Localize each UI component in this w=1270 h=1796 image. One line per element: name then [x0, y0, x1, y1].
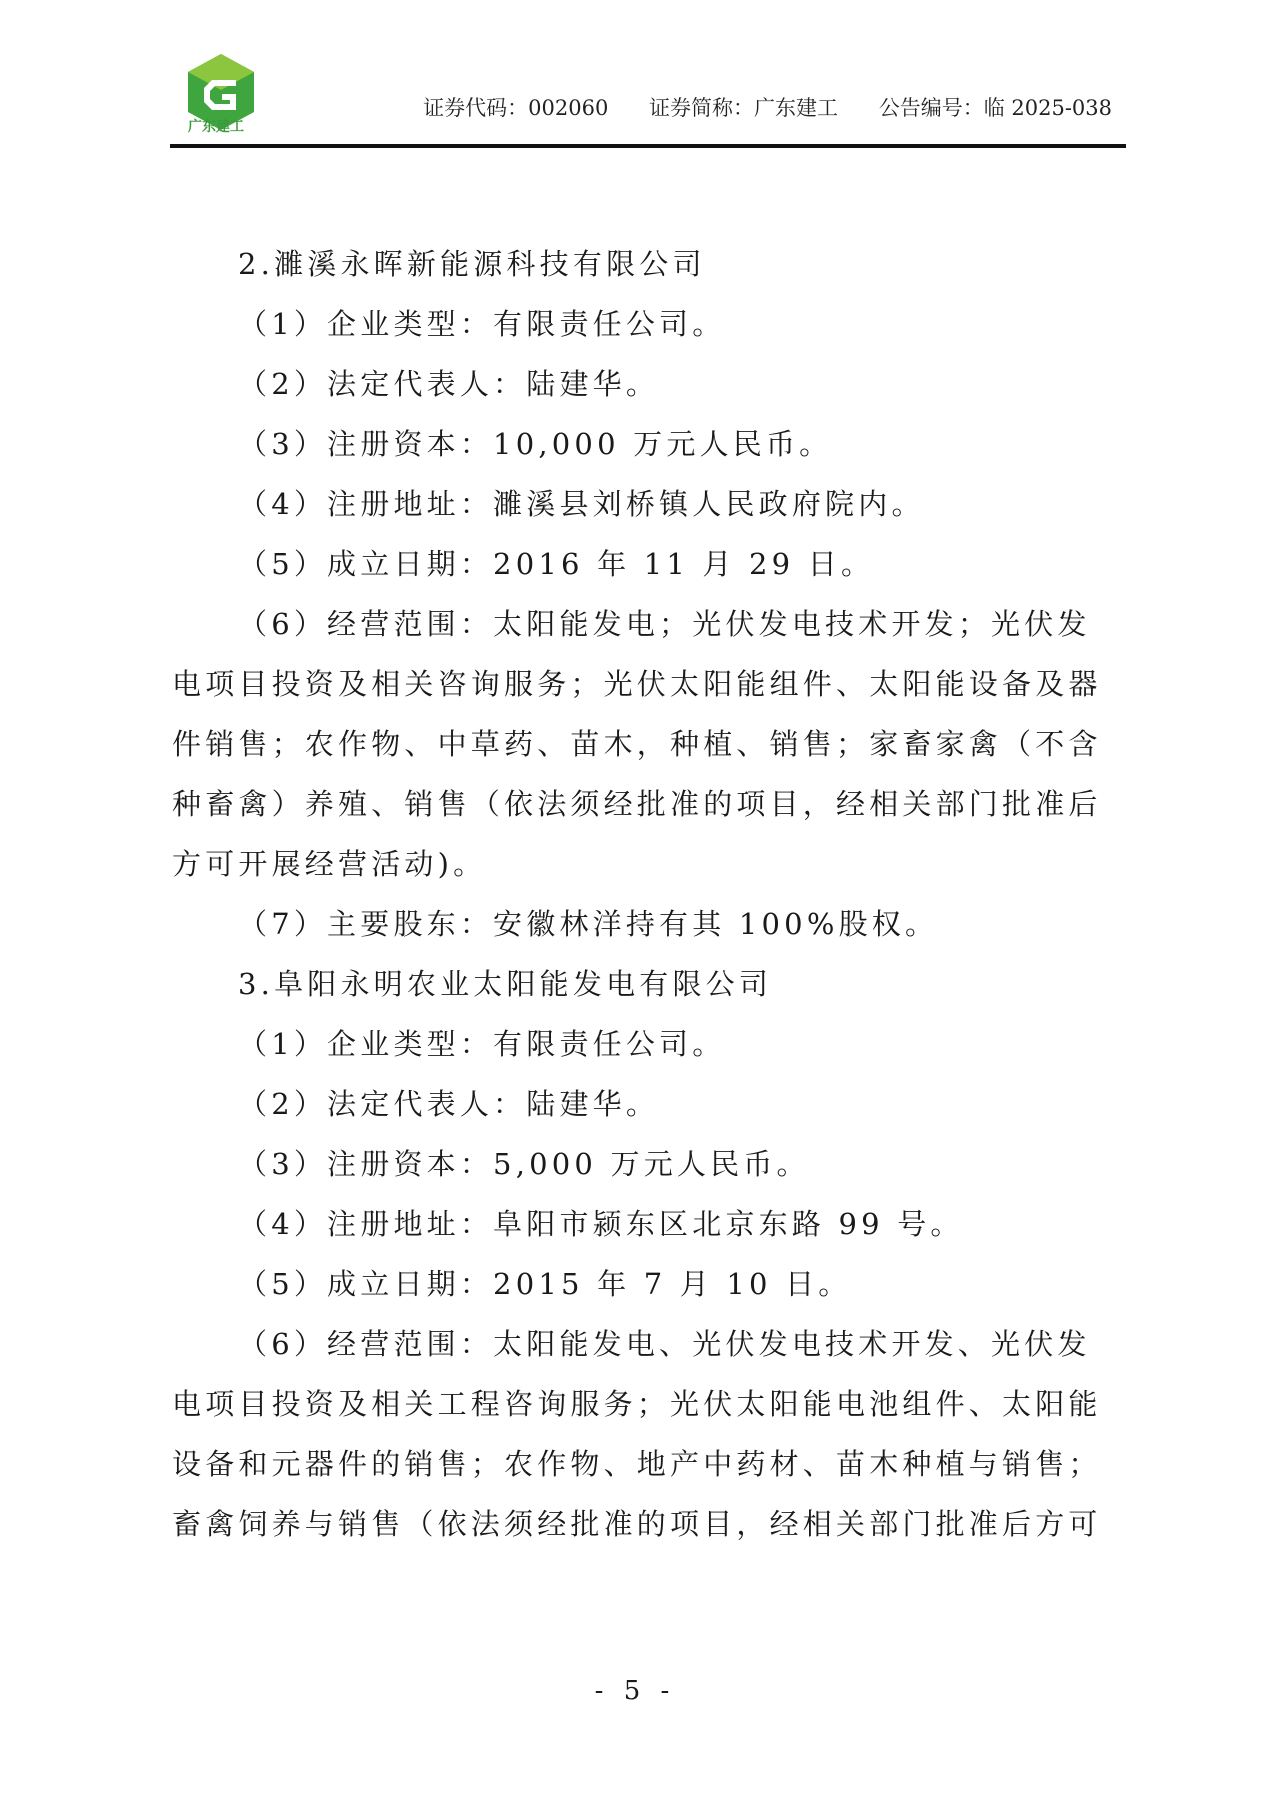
header-info [389, 92, 1112, 122]
section-heading-2: 2.濉溪永晖新能源科技有限公司 [238, 247, 706, 281]
page-number: - 5 - [594, 1676, 676, 1706]
paragraph: （2）法定代表人：陆建华。 [238, 1087, 660, 1121]
stock-code: 证券代码：002060 [423, 96, 609, 120]
paragraph: （5）成立日期：2016 年 11 月 29 日。 [238, 547, 875, 581]
paragraph: （4）注册地址：濉溪县刘桥镇人民政府院内。 [238, 487, 925, 521]
header-rule [170, 144, 1126, 148]
paragraph: （4）注册地址：阜阳市颍东区北京东路 99 号。 [238, 1207, 964, 1241]
document-body [172, 234, 1116, 1554]
paragraph: （1）企业类型：有限责任公司。 [238, 307, 726, 341]
paragraph: （6）经营范围：太阳能发电；光伏发电技术开发；光伏发电项目投资及相关咨询服务；光伏太阳能组件、太阳能设备及器件销售；农作物、中草药、苗木，种植、销售；家畜家禽（不含种畜禽）养殖、销售（依法须经批准的项目，经相关部门批准后方可开展经营活动)。 [172, 607, 1102, 881]
paragraph: （7）主要股东：安徽林洋持有其 100%股权。 [238, 907, 939, 941]
paragraph: （1）企业类型：有限责任公司。 [238, 1027, 726, 1061]
logo-text: 广东建工 [188, 119, 244, 135]
announcement-number: 公告编号：临 2025-038 [878, 96, 1112, 120]
stock-abbreviation: 证券简称：广东建工 [649, 96, 839, 120]
paragraph: （2）法定代表人：陆建华。 [238, 367, 660, 401]
paragraph: （5）成立日期：2015 年 7 月 10 日。 [238, 1267, 852, 1301]
paragraph: （3）注册资本：5,000 万元人民币。 [238, 1147, 810, 1181]
section-heading-3: 3.阜阳永明农业太阳能发电有限公司 [238, 967, 773, 1001]
paragraph: （3）注册资本：10,000 万元人民币。 [238, 427, 833, 461]
paragraph: （6）经营范围：太阳能发电、光伏发电技术开发、光伏发电项目投资及相关工程咨询服务；光伏太阳能电池组件、太阳能设备和元器件的销售；农作物、地产中药材、苗木种植与销售；畜禽饲养与销售（依法须经批准的项目，经相关部门批准后方可 [172, 1327, 1102, 1541]
